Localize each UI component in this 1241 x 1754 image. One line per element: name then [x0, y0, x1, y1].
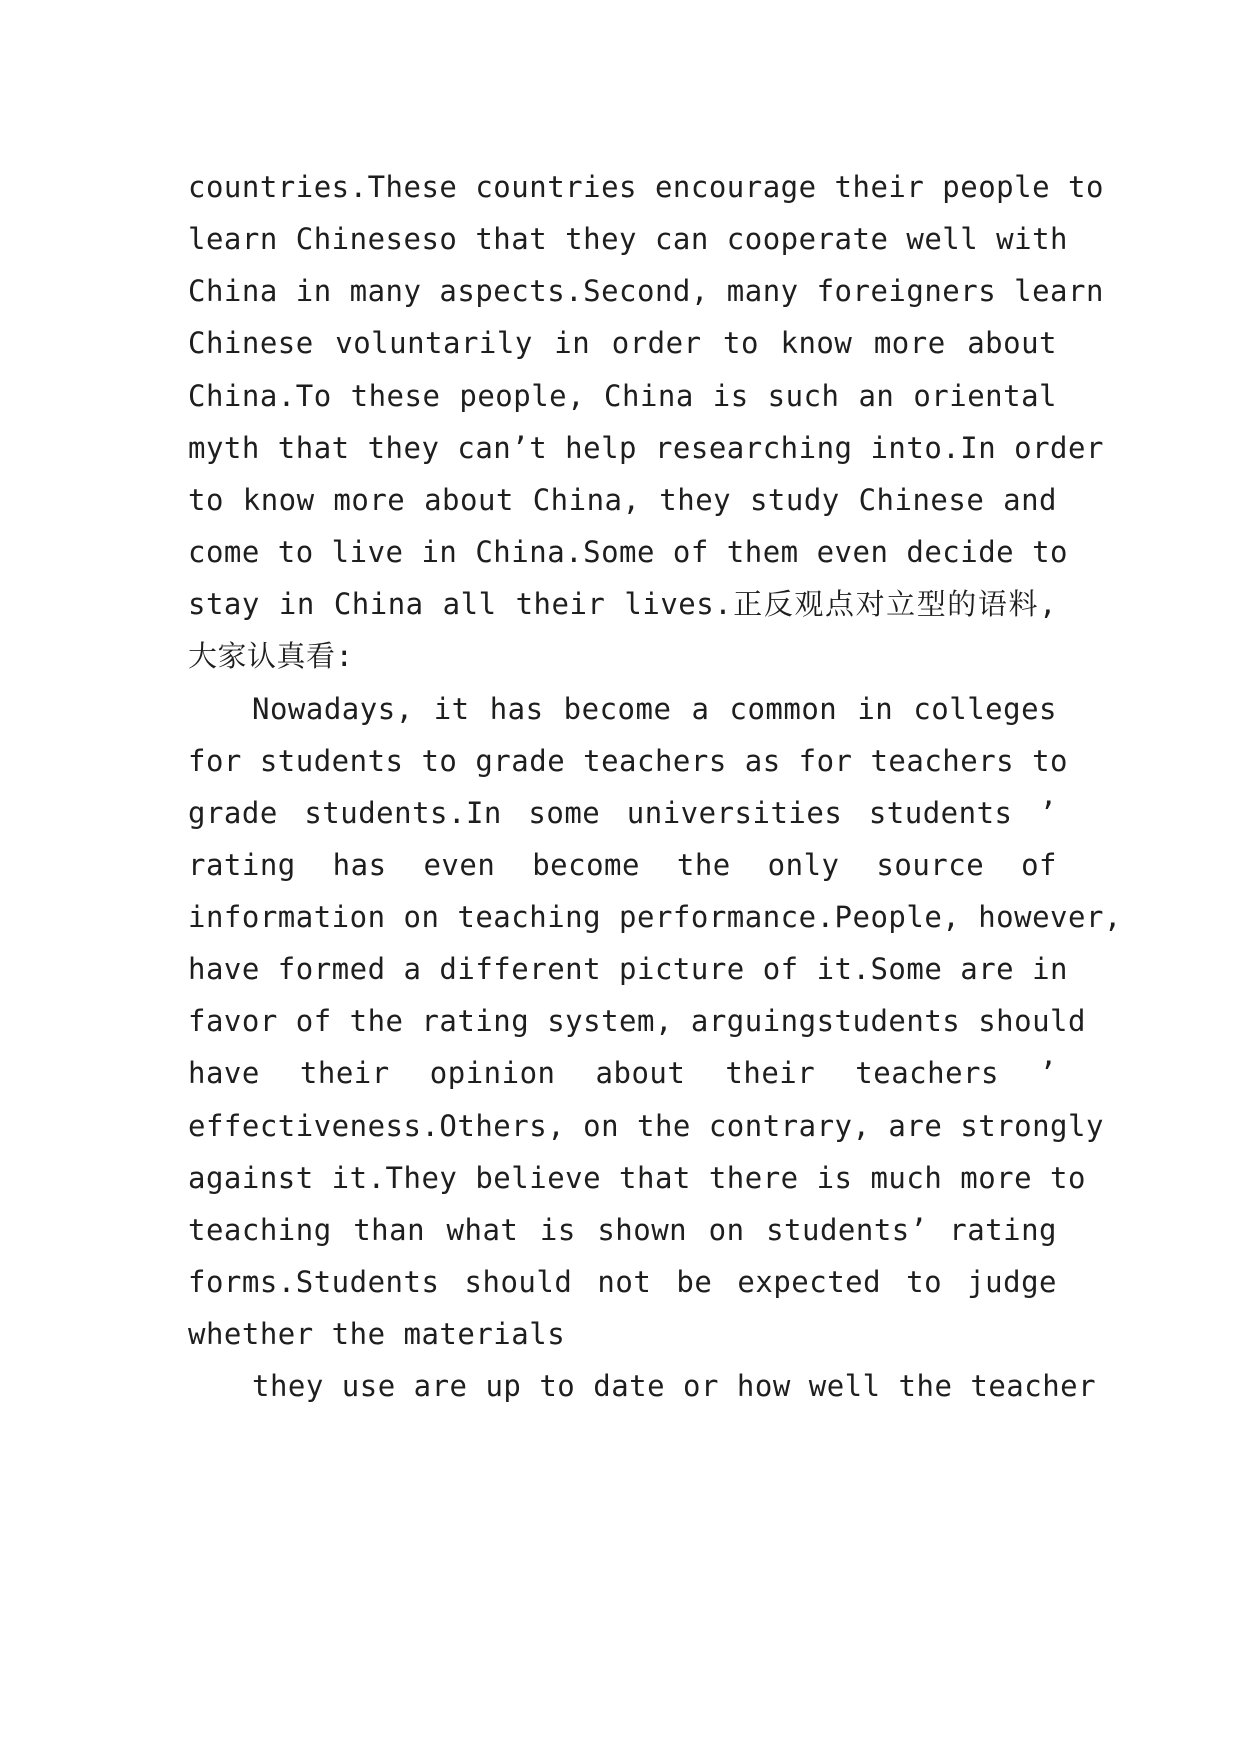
text-line: learn Chineseso that they can cooperate well with	[188, 222, 1069, 256]
text-line: to know more about China, they study Chinese and	[188, 483, 1057, 517]
text-line: China.To these people, China is such an oriental	[188, 379, 1057, 413]
text-line: have formed a different picture of it.Some are in	[188, 952, 1069, 986]
text-line: teaching than what is shown on students’ rating	[188, 1213, 1057, 1247]
text-line: countries.These countries encourage their people to	[188, 170, 1104, 204]
text-line: forms.Students should not be expected to judge	[188, 1265, 1057, 1299]
text-line: for students to grade teachers as for teachers to	[188, 744, 1069, 778]
text-line: 大家认真看:	[188, 639, 354, 673]
text-line: China in many aspects.Second, many foreigners learn	[188, 274, 1104, 308]
text-line: they use are up to date or how well the teacher	[252, 1369, 1097, 1403]
text-line: effectiveness.Others, on the contrary, are strongly	[188, 1109, 1104, 1143]
text-line: have their opinion about their teachers ’	[188, 1056, 1057, 1090]
text-line: against it.They believe that there is much more to	[188, 1161, 1086, 1195]
text-line: Chinese voluntarily in order to know more about	[188, 326, 1057, 360]
text-line: information on teaching performance.People, however,	[188, 900, 1122, 934]
text-line: Nowadays, it has become a common in colleges	[252, 692, 1057, 726]
text-line: myth that they can’t help researching into.In order	[188, 431, 1104, 465]
text-line: stay in China all their lives.正反观点对立型的语料,	[188, 587, 1057, 621]
text-line: grade students.In some universities students ’	[188, 796, 1057, 830]
text-line: rating has even become the only source of	[188, 848, 1057, 882]
text-line: favor of the rating system, arguingstudents should	[188, 1004, 1086, 1038]
text-line: come to live in China.Some of them even decide to	[188, 535, 1069, 569]
text-line: whether the materials	[188, 1317, 566, 1351]
